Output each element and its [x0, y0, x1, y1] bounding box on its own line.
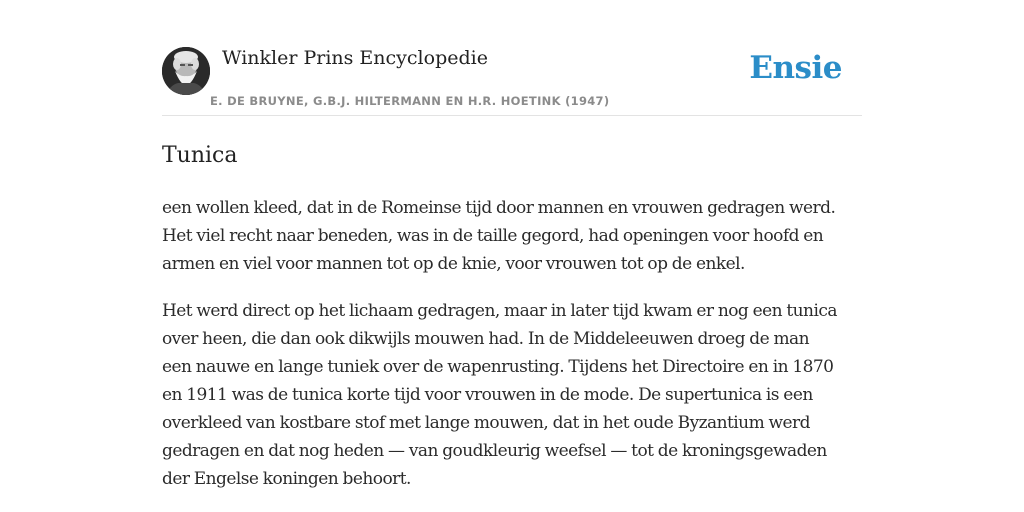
paragraph-line: gedragen en dat nog heden — van goudkleurig weefsel — tot de kroningsgewaden: [162, 441, 827, 461]
paragraph-line: Het werd direct op het lichaam gedragen, maar in later tijd kwam er nog een tunica: [162, 301, 837, 321]
paragraph-line: over heen, die dan ook dikwijls mouwen had. In de Middeleeuwen droeg de man: [162, 329, 810, 349]
article-paragraph: [162, 194, 862, 278]
article-paragraph: [162, 297, 862, 493]
paragraph-line: der Engelse koningen behoort.: [162, 469, 411, 489]
paragraph-line: armen en viel voor mannen tot op de knie, voor vrouwen tot op de enkel.: [162, 254, 745, 274]
paragraph-line: overkleed van kostbare stof met lange mouwen, dat in het oude Byzantium werd: [162, 413, 810, 433]
paragraph-line: Het viel recht naar beneden, was in de taille gegord, had openingen voor hoofd en: [162, 226, 824, 246]
publication-authors: E. DE BRUYNE, G.B.J. HILTERMANN EN H.R. HOETINK (1947): [210, 94, 610, 108]
portrait-illustration: [162, 47, 210, 95]
article-title: Tunica: [162, 143, 238, 168]
article-page: [162, 40, 862, 493]
paragraph-line: en 1911 was de tunica korte tijd voor vrouwen in de mode. De supertunica is een: [162, 385, 813, 405]
ensie-logo[interactable]: Ensie: [749, 50, 842, 86]
publication-title[interactable]: Winkler Prins Encyclopedie: [222, 47, 488, 69]
paragraph-line: een nauwe en lange tuniek over de wapenrusting. Tijdens het Directoire en in 1870: [162, 357, 834, 377]
paragraph-line: een wollen kleed, dat in de Romeinse tijd door mannen en vrouwen gedragen werd.: [162, 198, 836, 218]
portrait-avatar-icon[interactable]: [162, 47, 210, 95]
publication-header: [162, 40, 862, 116]
